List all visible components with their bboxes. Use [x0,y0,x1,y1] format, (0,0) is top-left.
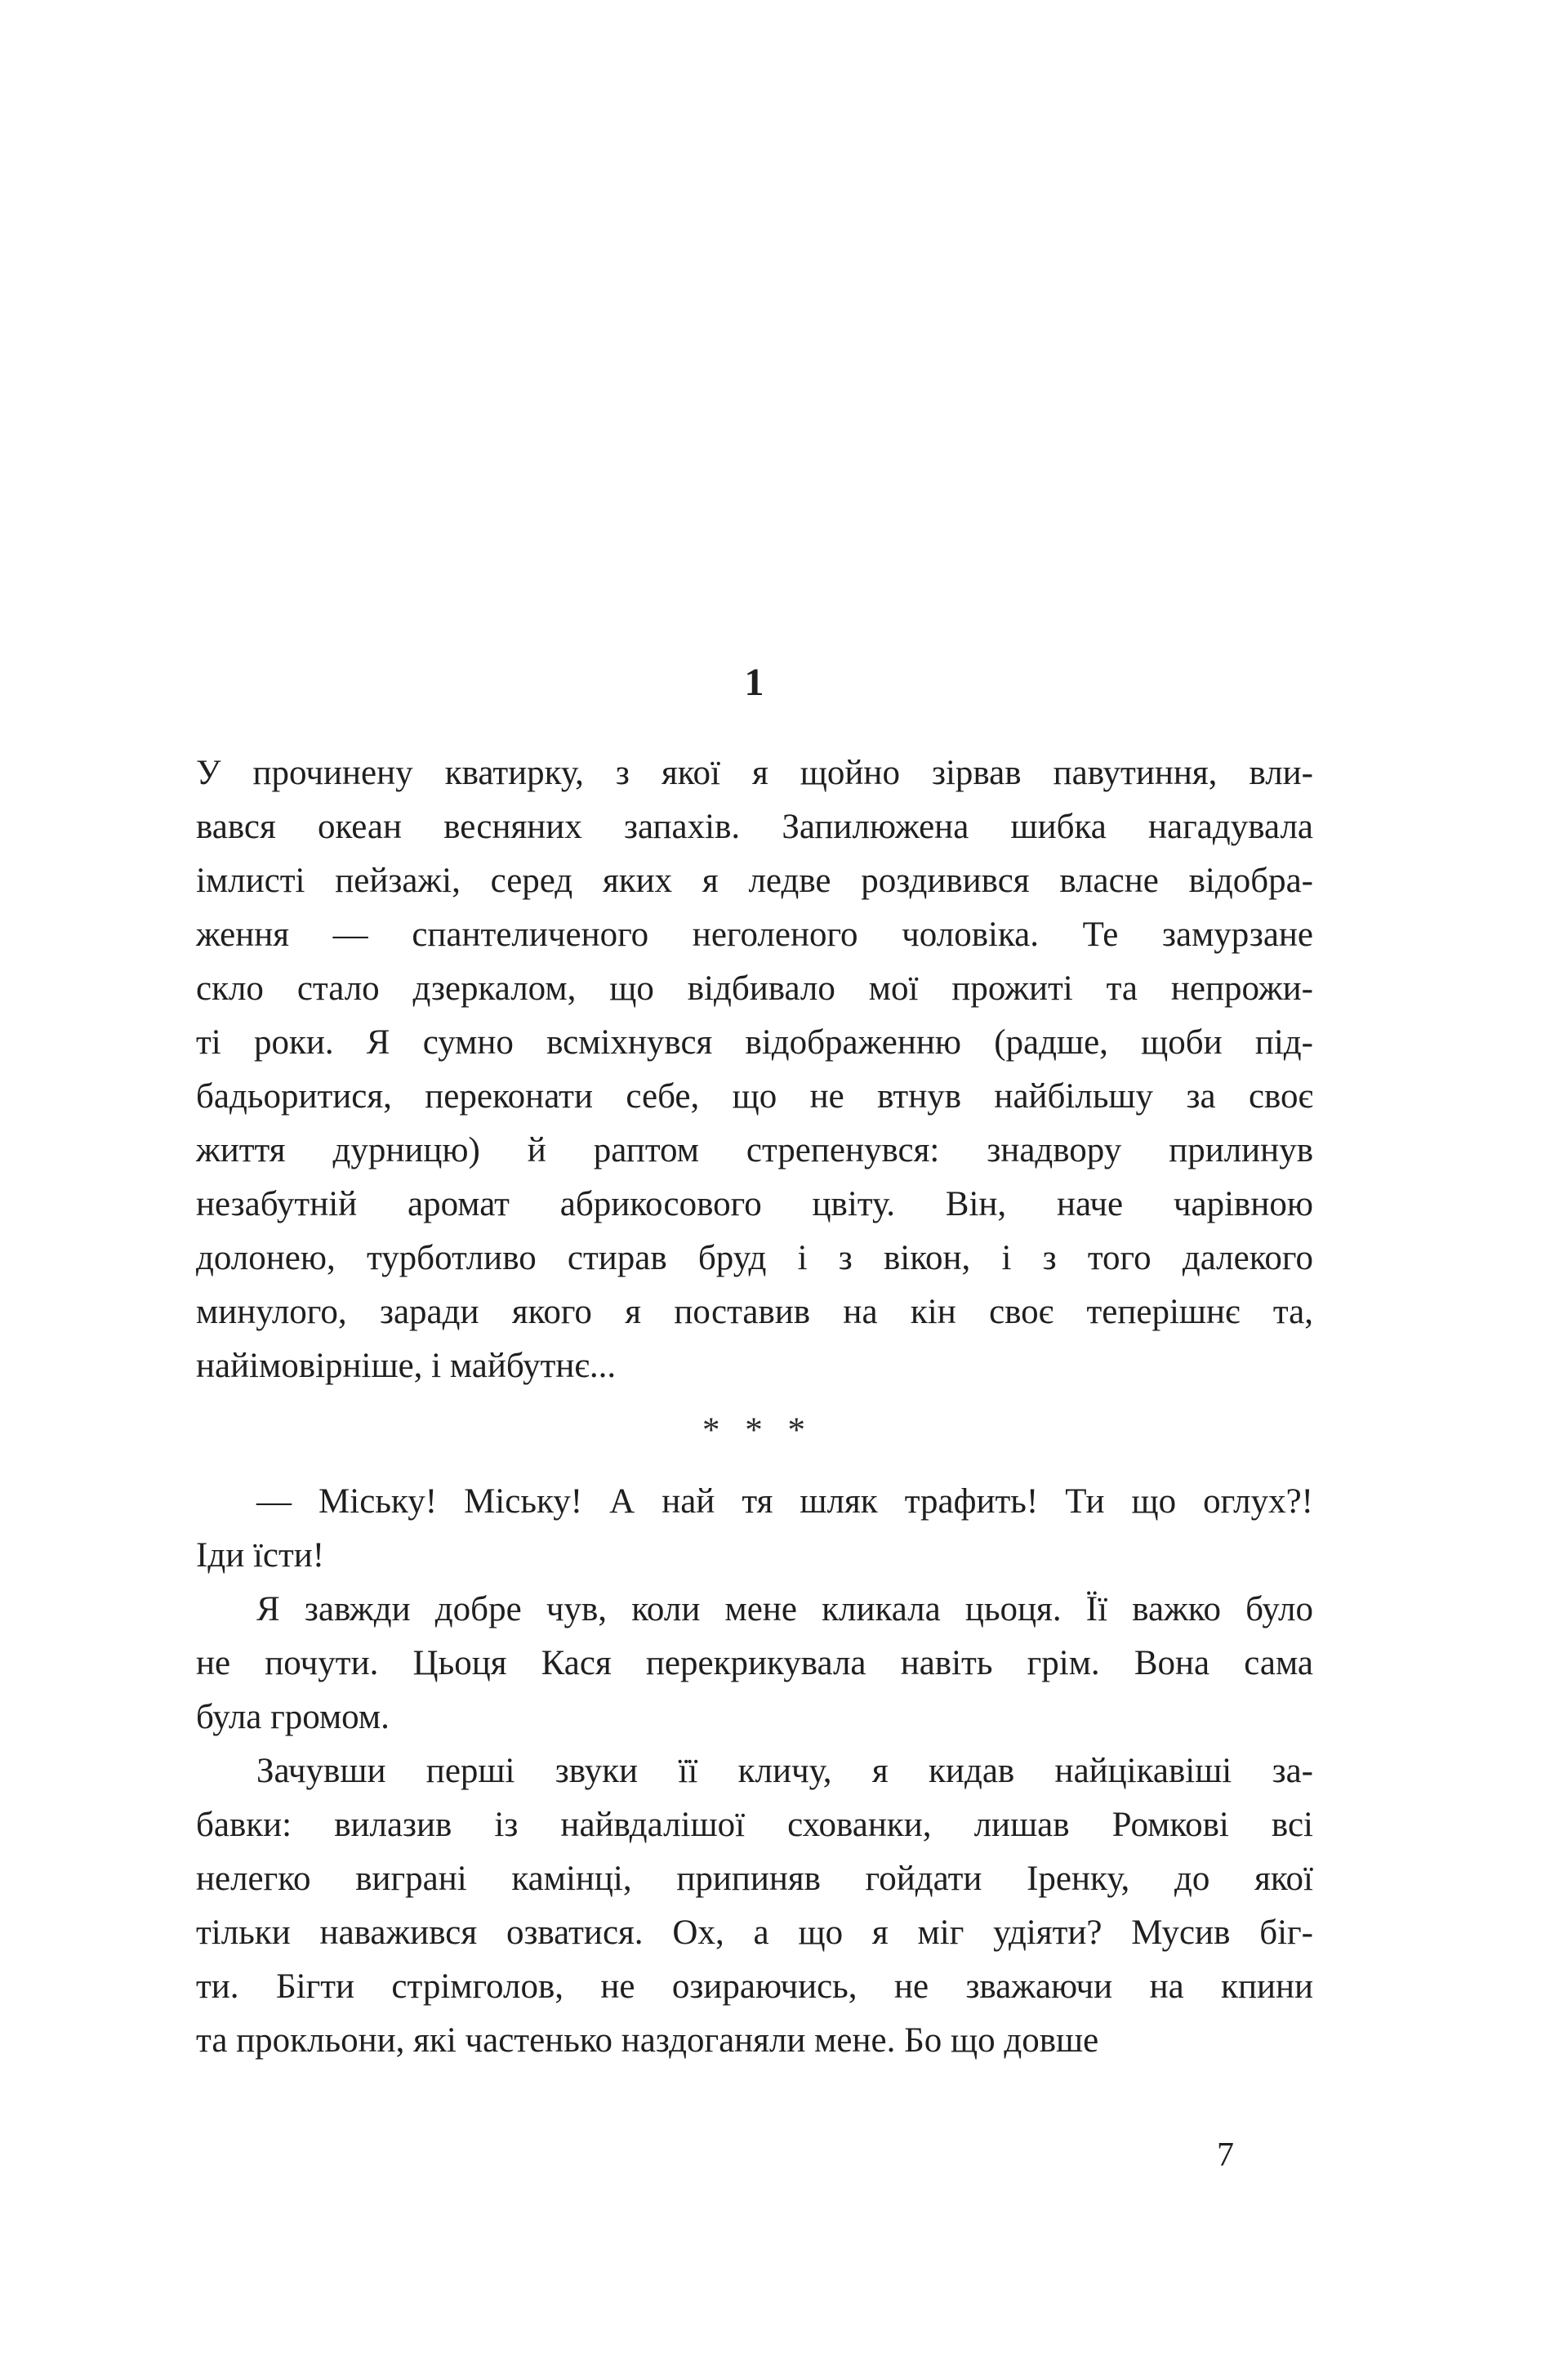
text-line: долонею, турботливо стирав бруд і з вікон, і з того далекого [196,1239,1313,1277]
text-line: — Міську! Міську! А най тя шляк трафить! Ти що оглух?! [256,1482,1313,1521]
text-line: ження — спантеличеного неголеного чоловіка. Те замурзане [196,916,1313,954]
paragraph [196,746,1313,1393]
text-line: вався океан весняних запахів. Запилюжена шибка нагадувала [196,808,1313,846]
page-number: 7 [1217,2136,1234,2174]
text-line: була громом. [196,1698,390,1736]
chapter-number: 1 [744,661,765,704]
text-line: минулого, заради якого я поставив на кін своє теперішнє та, [196,1293,1313,1331]
paragraph [196,1744,1313,2068]
text-line: та прокльони, які частенько наздоганяли мене. Бо що довше [196,2021,1099,2060]
paragraph [196,1583,1313,1744]
text-line: бадьоритися, переконати себе, що не втнув найбільшу за своє [196,1077,1313,1116]
body-text-section-2 [196,1475,1313,2068]
text-line: ті роки. Я сумно всміхнувся відображенню (радше, щоби під- [196,1023,1313,1062]
text-line: тільки наважився озватися. Ох, а що я міг удіяти? Мусив біг- [196,1913,1313,1952]
text-line: Іди їсти! [196,1536,325,1575]
text-line: незабутній аромат абрикосового цвіту. Він, наче чарівною [196,1185,1313,1223]
text-line: нелегко виграні камінці, припиняв гойдати Іренку, до якої [196,1860,1313,1898]
text-line: У прочинену кватирку, з якої я щойно зірвав павутиння, вли- [196,754,1313,792]
text-line: найімовірніше, і майбутнє... [196,1347,617,1385]
text-line: скло стало дзеркалом, що відбивало мої прожиті та непрожи- [196,969,1313,1008]
paragraph [196,1475,1313,1583]
text-line: Зачувши перші звуки її кличу, я кидав найцікавіші за- [256,1752,1313,1790]
text-line: Я завжди добре чув, коли мене кликала цьоця. Її важко було [256,1590,1313,1628]
text-line: не почути. Цьоця Кася перекрикувала навіть грім. Вона сама [196,1644,1313,1682]
section-separator: * * * [702,1411,807,1450]
text-column [196,0,1313,2068]
text-line: життя дурницю) й раптом стрепенувся: знадвору прилинув [196,1131,1313,1169]
text-line: ти. Бігти стрімголов, не озираючись, не зважаючи на кпини [196,1967,1313,2006]
text-line: імлисті пейзажі, серед яких я ледве роздивився власне відобра- [196,862,1313,900]
text-line: бавки: вилазив із найвдалішої схованки, лишав Ромкові всі [196,1806,1313,1844]
body-text-section-1 [196,746,1313,1393]
